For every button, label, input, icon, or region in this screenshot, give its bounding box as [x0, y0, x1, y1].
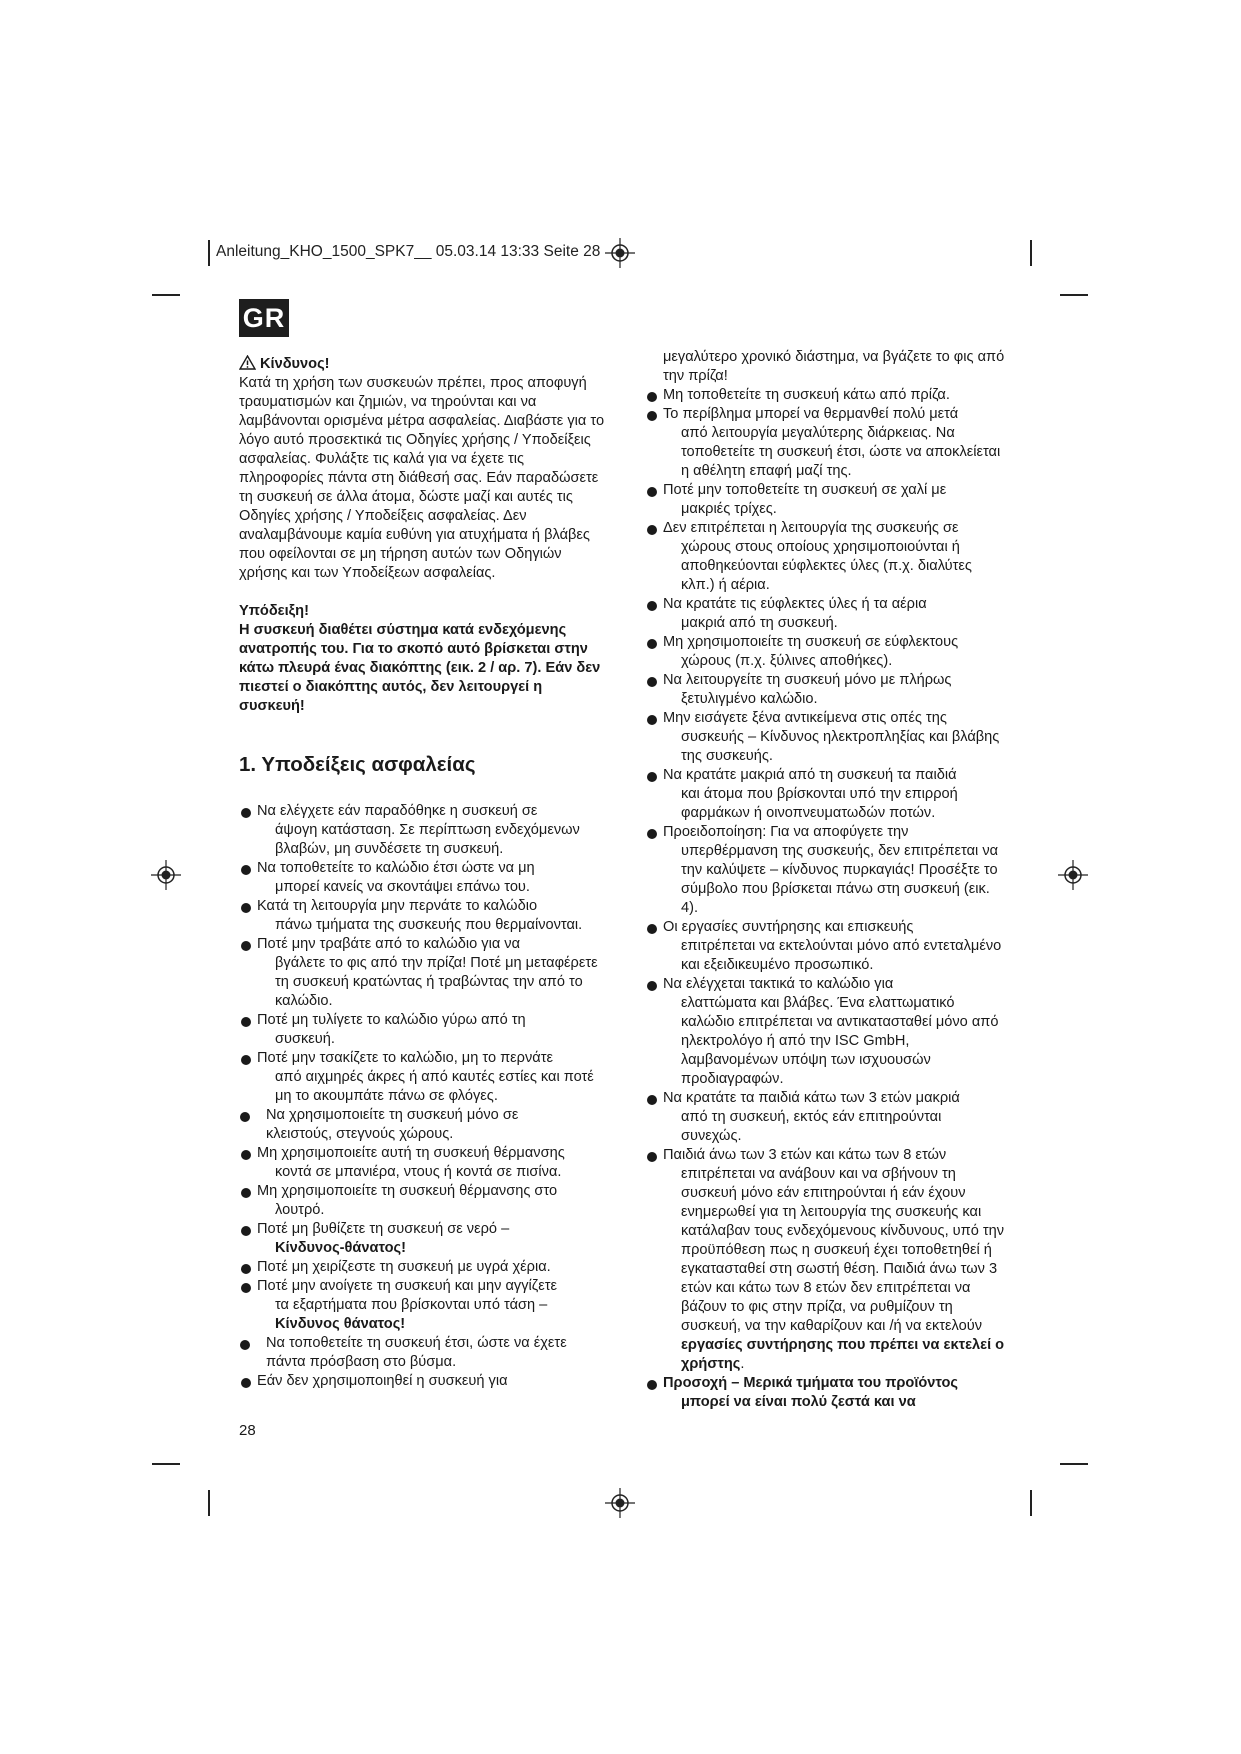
list-item: Να κρατάτε μακριά από τη συσκευή τα παιδιά και άτομα που βρίσκονται υπό την επιρροή φαρμάκων ή οινοπνευματωδών ποτών. — [645, 766, 1005, 823]
crop-mark — [152, 294, 180, 296]
list-item: Οι εργασίες συντήρησης και επισκευής επιτρέπεται να εκτελούνται μόνο από εντεταλμένο και εξειδικευμένο προσωπικό. — [645, 918, 1005, 975]
page-number: 28 — [239, 1422, 256, 1439]
list-item: Μην εισάγετε ξένα αντικείμενα στις οπές της συσκευής – Κίνδυνος ηλεκτροπληξίας και βλάβης της συσκευής. — [645, 709, 1005, 766]
list-item: Ποτέ μην τραβάτε από το καλώδιο για να βγάλετε το φις από την πρίζα! Ποτέ μη μεταφέρετε τη συσκευή κρατώντας ή τραβώντας την από το καλώδιο. — [239, 935, 607, 1011]
note-text: Η συσκευή διαθέτει σύστημα κατά ενδεχόμενης ανατροπής του. Για το σκοπό αυτό βρίσκεται στην κάτω πλευρά ένας διακόπτης (εικ. 2 / αρ. 7). Εάν δεν πιεστεί ο διακόπτης αυτός, δεν λειτουργεί η συσκευή! — [239, 622, 601, 714]
list-item: Ποτέ μη τυλίγετε το καλώδιο γύρω από τη συσκευή. — [239, 1011, 607, 1049]
danger-heading — [239, 355, 607, 374]
list-item: Ποτέ μη βυθίζετε τη συσκευή σε νερό – Κίνδυνος-θάνατος! — [239, 1220, 607, 1258]
list-item: Μη χρησιμοποιείτε τη συσκευή θέρμανσης στο λουτρό. — [239, 1182, 607, 1220]
list-item: Να κρατάτε τις εύφλεκτες ύλες ή τα αέρια μακριά από τη συσκευή. — [645, 595, 1005, 633]
list-item: Μη χρησιμοποιείτε τη συσκευή σε εύφλεκτους χώρους (π.χ. ξύλινες αποθήκες). — [645, 633, 1005, 671]
list-item: Να λειτουργείτε τη συσκευή μόνο με πλήρως ξετυλιγμένο καλώδιο. — [645, 671, 1005, 709]
list-item: Προσοχή – Μερικά τμήματα του προϊόντος μπορεί να είναι πολύ ζεστά και να — [645, 1374, 1005, 1412]
crop-mark — [208, 240, 210, 266]
list-item: Να ελέγχετε εάν παραδόθηκε η συσκευή σε άψογη κατάσταση. Σε περίπτωση ενδεχόμενων βλαβών, μη συνδέσετε τη συσκευή. — [239, 802, 607, 859]
warning-triangle-icon — [239, 355, 256, 370]
list-item: Δεν επιτρέπεται η λειτουργία της συσκευής σε χώρους στους οποίους χρησιμοποιούνται ή αποθηκεύονται εύφλεκτες ύλες (π.χ. διαλύτες κλπ.) ή αέρια. — [645, 519, 1005, 595]
crop-mark — [1030, 1490, 1032, 1516]
list-item: Ποτέ μη χειρίζεστε τη συσκευή με υγρά χέρια. — [239, 1258, 607, 1277]
list-item: Κατά τη λειτουργία μην περνάτε το καλώδιο πάνω τμήματα της συσκευής που θερμαίνονται. — [239, 897, 607, 935]
registration-mark-icon — [1058, 860, 1088, 890]
crop-mark — [1060, 1463, 1088, 1465]
left-bullet-list — [239, 802, 607, 1391]
list-item: Ποτέ μην τσακίζετε το καλώδιο, μη το περνάτε από αιχμηρές άκρες ή από καυτές εστίες και ποτέ μη το ακουμπάτε πάνω σε φλόγες. — [239, 1049, 607, 1106]
list-item: Να χρησιμοποιείτε τη συσκευή μόνο σε κλειστούς, στεγνούς χώρους. — [239, 1106, 607, 1144]
section-title: 1. Υποδείξεις ασφαλείας — [239, 753, 476, 776]
list-item: Εάν δεν χρησιμοποιηθεί η συσκευή για — [239, 1372, 607, 1391]
crop-mark — [1030, 240, 1032, 266]
list-item: Μη χρησιμοποιείτε αυτή τη συσκευή θέρμανσης κοντά σε μπανιέρα, ντους ή κοντά σε πισίνα. — [239, 1144, 607, 1182]
left-column — [239, 355, 607, 1391]
list-item: Να κρατάτε τα παιδιά κάτω των 3 ετών μακριά από τη συσκευή, εκτός εάν επιτηρούνται συνεχώς. — [645, 1089, 1005, 1146]
danger-text: Κατά τη χρήση των συσκευών πρέπει, προς αποφυγή τραυματισμών και ζημιών, να τηρούνται και να λαμβάνονται ορισμένα μέτρα ασφαλείας. Διαβάστε για το λόγο αυτό προσεκτικά τις Οδηγίες χρήσης / Υποδείξεις ασφαλείας. Φυλάξτε τις καλά για να έχετε τις πληροφορίες πάντα στη διάθεσή σας. Εάν παραδώσετε τη συσκευή σε άλλα άτομα, δώστε μαζί και αυτές τις Οδηγίες χρήσης / Υποδείξεις ασφαλείας. Δεν αναλαμβάνουμε καμία ευθύνη για ατυχήματα ή βλάβες που οφείλονται σε μη τήρηση αυτών των Οδηγιών χρήσης και των Υποδείξεων ασφαλείας. — [239, 375, 605, 581]
registration-mark-icon — [151, 860, 181, 890]
print-slug: Anleitung_KHO_1500_SPK7__ 05.03.14 13:33 Seite 28 — [216, 243, 601, 260]
crop-mark — [208, 1490, 210, 1516]
list-item: Ποτέ μην τοποθετείτε τη συσκευή σε χαλί με μακριές τρίχες. — [645, 481, 1005, 519]
list-item: Μη τοποθετείτε τη συσκευή κάτω από πρίζα. — [645, 386, 1005, 405]
crop-mark — [1060, 294, 1088, 296]
right-column — [645, 348, 1005, 1412]
crop-mark — [152, 1463, 180, 1465]
list-item: Παιδιά άνω των 3 ετών και κάτω των 8 ετών επιτρέπεται να ανάβουν και να σβήνουν τη συσκευή μόνο εάν επιτηρούνται ή εάν έχουν ενημερωθεί για τη λειτουργία της συσκευής και κατάλαβαν τους ενδεχόμενους κίνδυνους, υπό την προϋπόθεση πως η συσκευή έχει τοποθετηθεί ή εγκατασταθεί στη σωστή θέση. Παιδιά άνω των 3 ετών και κάτω των 8 ετών δεν επιτρέπεται να βάζουν το φις στην πρίζα, να ρυθμίζουν τη συσκευή, να την καθαρίζουν και /ή να εκτελούν εργασίες συντήρησης που πρέπει να εκτελεί ο χρήστης. — [645, 1146, 1005, 1374]
right-bullet-list — [645, 386, 1005, 1412]
list-item: Ποτέ μην ανοίγετε τη συσκευή και μην αγγίζετε τα εξαρτήματα που βρίσκονται υπό τάση – Κίνδυνος θάνατος! — [239, 1277, 607, 1334]
list-item: Να τοποθετείτε τη συσκευή έτσι, ώστε να έχετε πάντα πρόσβαση στο βύσμα. — [239, 1334, 607, 1372]
list-item: Προειδοποίηση: Για να αποφύγετε την υπερθέρμανση της συσκευής, δεν επιτρέπεται να την καλύψετε – κίνδυνος πυρκαγιάς! Προσέξτε το σύμβολο που βρίσκεται πάνω στη συσκευή (εικ. 4). — [645, 823, 1005, 918]
language-badge: GR — [239, 299, 289, 337]
list-item: Να τοποθετείτε το καλώδιο έτσι ώστε να μη μπορεί κανείς να σκοντάψει επάνω του. — [239, 859, 607, 897]
registration-mark-icon — [605, 1488, 635, 1518]
danger-title: Κίνδυνος! — [260, 356, 330, 372]
note-title: Υπόδειξη! — [239, 603, 309, 619]
registration-mark-icon — [605, 238, 635, 268]
lead-in-text: μεγαλύτερο χρονικό διάστημα, να βγάζετε το φις από την πρίζα! — [663, 349, 1005, 384]
list-item: Το περίβλημα μπορεί να θερμανθεί πολύ μετά από λειτουργία μεγαλύτερης διάρκειας. Να τοποθετείτε τη συσκευή έτσι, ώστε να αποκλείεται η αθέλητη επαφή μαζί της. — [645, 405, 1005, 481]
list-item: Να ελέγχεται τακτικά το καλώδιο για ελαττώματα και βλάβες. Ένα ελαττωματικό καλώδιο επιτρέπεται να αντικατασταθεί μόνο από ηλεκτρολόγο ή από την ISC GmbH, λαμβανομένων υπόψη των ισχυουσών προδιαγραφών. — [645, 975, 1005, 1089]
